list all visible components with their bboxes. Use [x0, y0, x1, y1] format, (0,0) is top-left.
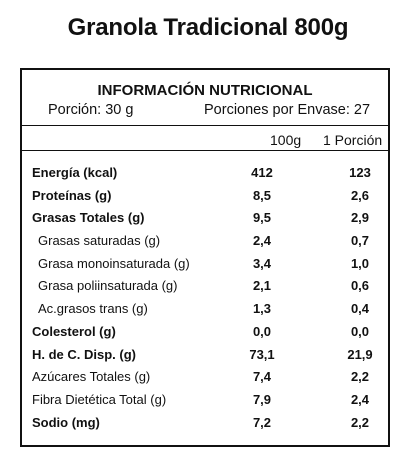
value-portion: 2,2: [350, 369, 370, 385]
value-100g: 412: [251, 165, 273, 180]
value-100g: 7,2: [252, 414, 272, 430]
nutrient-name: Colesterol (g): [32, 323, 116, 339]
value-portion: 0,6: [350, 278, 370, 294]
divider: [22, 125, 388, 126]
table-row: [22, 301, 388, 324]
value-100g: 0,0: [252, 323, 272, 339]
table-row: [22, 233, 388, 256]
value-portion: 2,2: [350, 414, 370, 430]
panel-heading: INFORMACIÓN NUTRICIONAL: [97, 82, 313, 99]
nutrient-name: H. de C. Disp. (g): [32, 346, 136, 362]
value-portion: 2,4: [350, 391, 370, 407]
value-100g: 1,3: [252, 301, 272, 317]
nutrient-name: Proteínas (g): [32, 187, 112, 203]
nutrient-name: Sodio (mg): [32, 414, 100, 430]
table-row: [22, 324, 388, 347]
value-portion: 2,9: [350, 210, 370, 226]
value-100g: 7,9: [252, 391, 272, 407]
value-100g: 9,5: [252, 210, 272, 226]
product-title: Granola Tradicional 800g: [67, 14, 349, 41]
value-100g: 2,4: [252, 233, 272, 249]
nutrient-name: Grasa poliinsaturada (g): [38, 278, 178, 294]
value-portion: 0,4: [350, 301, 370, 317]
value-portion: 0,7: [350, 233, 370, 249]
nutrient-name: Ac.grasos trans (g): [38, 301, 148, 317]
value-100g: 3,4: [252, 255, 272, 271]
table-row: [22, 392, 388, 415]
table-row: [22, 165, 388, 188]
table-row: [22, 369, 388, 392]
nutrition-facts-panel: [20, 68, 390, 447]
value-100g: 2,1: [252, 278, 272, 294]
value-portion: 1,0: [350, 255, 370, 271]
nutrient-table: [22, 165, 388, 437]
table-row: [22, 188, 388, 211]
nutrient-name: Grasas Totales (g): [32, 210, 145, 226]
column-header-portion: 1 Porción: [323, 132, 383, 148]
servings-per-container: Porciones por Envase: 27: [204, 102, 371, 118]
table-row: [22, 347, 388, 370]
value-portion: 2,6: [350, 187, 370, 203]
nutrient-name: Grasas saturadas (g): [38, 233, 161, 249]
table-row: [22, 415, 388, 438]
nutrient-name: Azúcares Totales (g): [32, 369, 151, 385]
value-portion: 21,9: [347, 346, 373, 362]
value-portion: 123: [349, 165, 371, 180]
table-row: [22, 256, 388, 279]
value-100g: 8,5: [252, 187, 272, 203]
serving-size: Porción: 30 g: [48, 102, 134, 118]
column-header-100g: 100g: [270, 132, 302, 148]
nutrient-name: Fibra Dietética Total (g): [32, 391, 167, 407]
nutrient-name: Energía (kcal): [32, 165, 118, 180]
table-row: [22, 278, 388, 301]
divider: [22, 150, 388, 151]
value-100g: 73,1: [249, 346, 275, 362]
value-portion: 0,0: [350, 323, 370, 339]
table-row: [22, 210, 388, 233]
nutrient-name: Grasa monoinsaturada (g): [38, 255, 190, 271]
value-100g: 7,4: [252, 369, 272, 385]
